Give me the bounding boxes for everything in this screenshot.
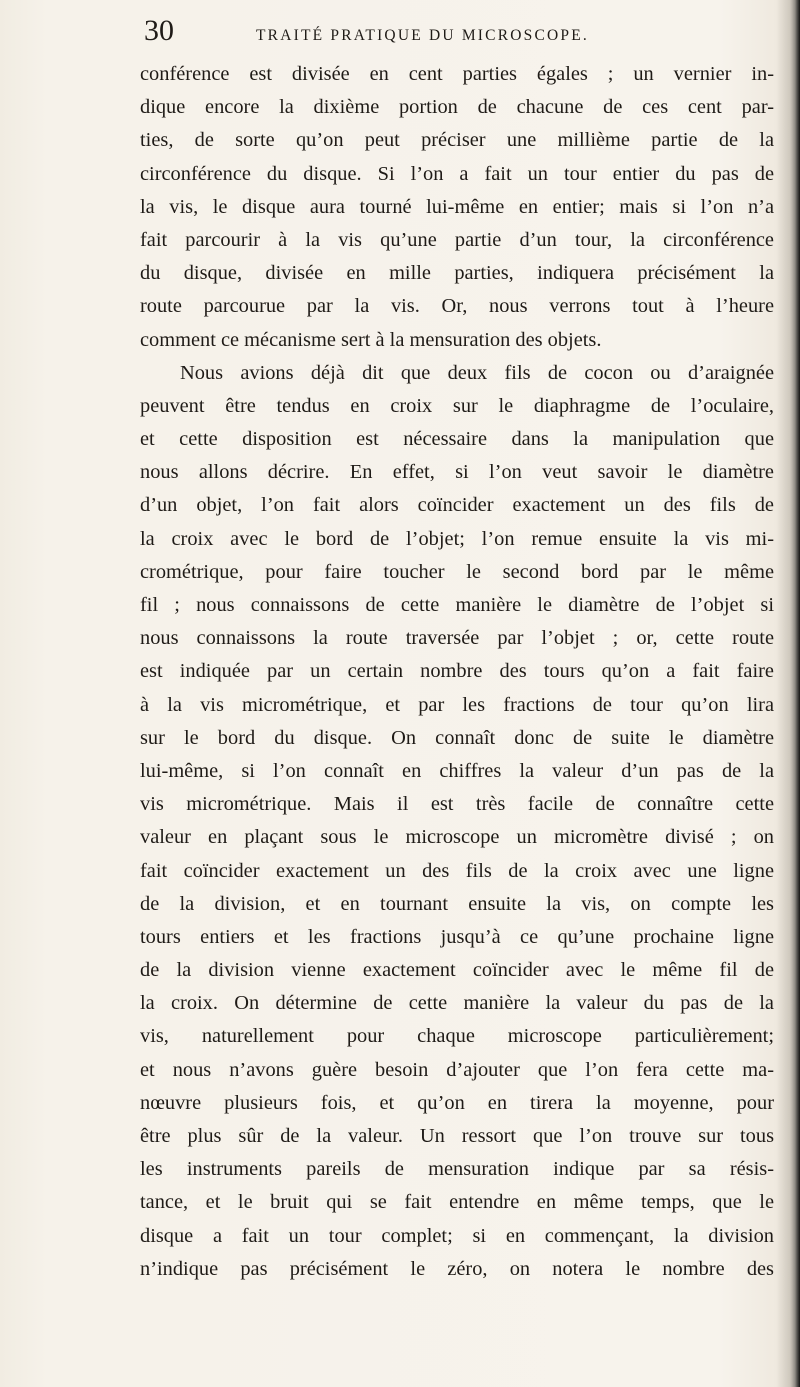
text-line: du disque, divisée en mille parties, indiquera précisément la	[140, 262, 774, 285]
page-header	[140, 10, 780, 50]
text-line: la croix. On détermine de cette manière la valeur du pas de la	[140, 992, 774, 1015]
text-line: disque a fait un tour complet; si en commençant, la division	[140, 1224, 774, 1247]
text-line: la croix avec le bord de l’objet; l’on remue ensuite la vis mi-	[140, 527, 774, 550]
text-line: vis micrométrique. Mais il est très facile de connaître cette	[140, 793, 774, 816]
text-line: comment ce mécanisme sert à la mensuration des objets.	[140, 328, 602, 351]
text-line: lui-même, si l’on connaît en chiffres la valeur d’un pas de la	[140, 759, 774, 782]
text-line: vis, naturellement pour chaque microscope particulièrement;	[140, 1025, 774, 1048]
text-line: la vis, le disque aura tourné lui-même en entier; mais si l’on n’a	[140, 195, 774, 218]
text-line: Nous avions déjà dit que deux fils de cocon ou d’araignée	[180, 361, 774, 384]
page-edge-shadow	[790, 0, 800, 1387]
text-line: nous allons décrire. En effet, si l’on veut savoir le diamètre	[140, 461, 774, 484]
text-line: route parcourue par la vis. Or, nous verrons tout à l’heure	[140, 295, 774, 318]
text-line: et nous n’avons guère besoin d’ajouter que l’on fera cette ma-	[140, 1058, 774, 1081]
text-line: tours entiers et les fractions jusqu’à ce qu’une prochaine ligne	[140, 925, 774, 948]
text-line: crométrique, pour faire toucher le second bord par le même	[140, 560, 774, 583]
running-title: TRAITÉ PRATIQUE DU MICROSCOPE.	[256, 27, 589, 44]
text-line: peuvent être tendus en croix sur le diaphragme de l’oculaire,	[140, 394, 774, 417]
text-line: d’un objet, l’on fait alors coïncider exactement un des fils de	[140, 494, 774, 517]
text-line: de la division, et en tournant ensuite la vis, on compte les	[140, 892, 774, 915]
text-line: être plus sûr de la valeur. Un ressort que l’on trouve sur tous	[140, 1125, 774, 1147]
text-line: n’indique pas précisément le zéro, on notera le nombre des	[140, 1257, 774, 1280]
text-line: est indiquée par un certain nombre des tours qu’on a fait faire	[140, 660, 774, 683]
text-line: ties, de sorte qu’on peut préciser une millième partie de la	[140, 129, 774, 152]
body-text	[140, 58, 774, 1286]
text-line: de la division vienne exactement coïncider avec le même fil de	[140, 959, 774, 982]
text-line: tance, et le bruit qui se fait entendre en même temps, que le	[140, 1191, 774, 1214]
text-line: fil ; nous connaissons de cette manière le diamètre de l’objet si	[140, 594, 774, 616]
text-line: fait coïncider exactement un des fils de la croix avec une ligne	[140, 859, 774, 882]
text-line: valeur en plaçant sous le microscope un micromètre divisé ; on	[140, 826, 774, 849]
text-line: sur le bord du disque. On connaît donc de suite le diamètre	[140, 726, 774, 749]
text-line: circonférence du disque. Si l’on a fait un tour entier du pas de	[140, 162, 774, 185]
text-line: conférence est divisée en cent parties égales ; un vernier in-	[140, 63, 774, 85]
text-line: fait parcourir à la vis qu’une partie d’un tour, la circonférence	[140, 228, 774, 251]
page-number: 30	[144, 14, 174, 47]
text-line: nous connaissons la route traversée par l’objet ; or, cette route	[140, 627, 774, 650]
text-line: les instruments pareils de mensuration indique par sa résis-	[140, 1158, 774, 1181]
text-line: à la vis micrométrique, et par les fractions de tour qu’on lira	[140, 693, 774, 716]
text-line: dique encore la dixième portion de chacune de ces cent par-	[140, 96, 774, 119]
text-line: nœuvre plusieurs fois, et qu’on en tirera la moyenne, pour	[140, 1091, 774, 1114]
text-line: et cette disposition est nécessaire dans la manipulation que	[140, 428, 774, 451]
